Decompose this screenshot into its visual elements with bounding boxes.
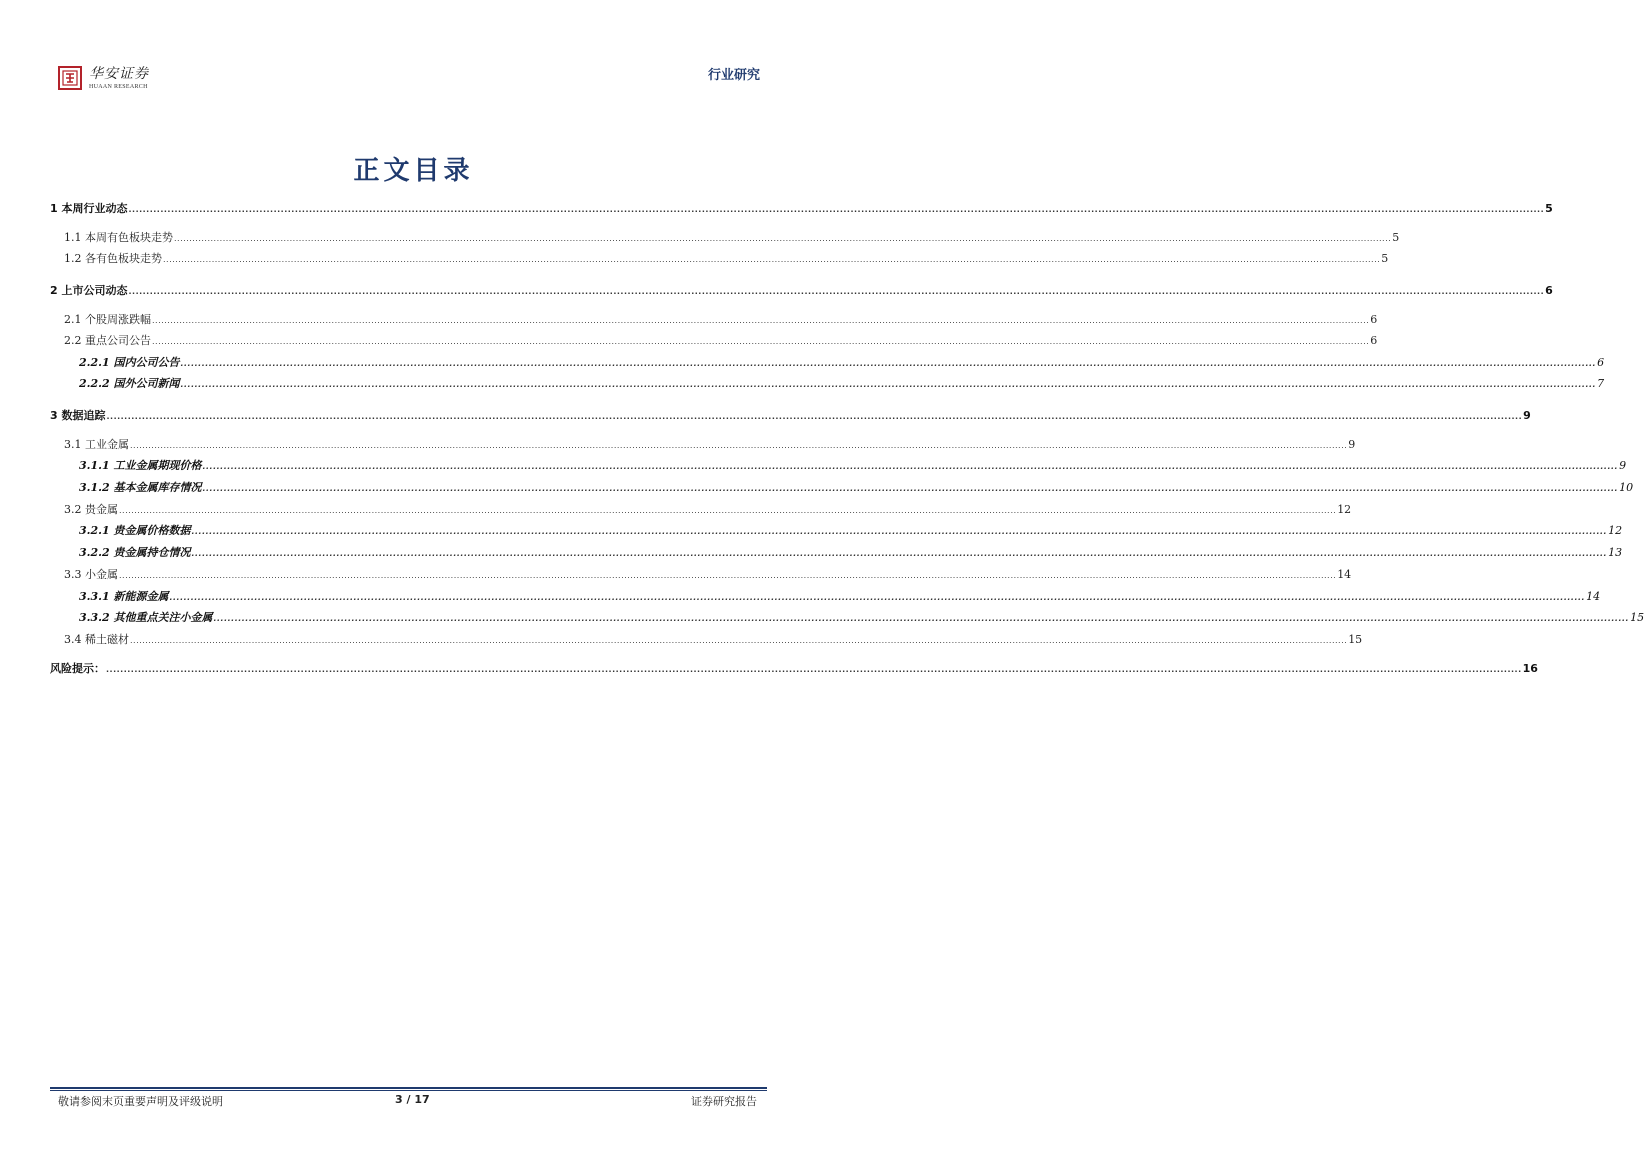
toc-leader-dots: ................................................................................................................................................................................................................................................................................................................................................................................................................ bbox=[128, 287, 1545, 296]
toc-entry[interactable] bbox=[79, 377, 1605, 392]
toc-entry[interactable] bbox=[79, 611, 1644, 626]
toc-entry-label: 3.1.2 基本金属库存情况 bbox=[79, 481, 202, 494]
toc-entry[interactable] bbox=[50, 409, 1531, 424]
toc-leader-dots: ................................................................................................................................................................................................................................................................................................................................................................................................................ bbox=[152, 337, 1370, 346]
toc-entry[interactable] bbox=[79, 481, 1634, 496]
toc-entry-label: 3 数据追踪 bbox=[50, 409, 106, 422]
toc-entry-page: 6 bbox=[1545, 284, 1553, 297]
toc-title: 正文目录 bbox=[353, 156, 474, 186]
toc-entry[interactable] bbox=[50, 202, 1553, 217]
toc-entry-page: 6 bbox=[1370, 313, 1378, 326]
toc-entry[interactable] bbox=[64, 252, 1389, 267]
toc-entry-label: 1.2 各有色板块走势 bbox=[64, 252, 162, 265]
toc-leader-dots: ................................................................................................................................................................................................................................................................................................................................................................................................................ bbox=[130, 441, 1348, 450]
toc-entry-page: 9 bbox=[1348, 438, 1356, 451]
toc-entry-page: 5 bbox=[1392, 231, 1400, 244]
toc-entry-page: 5 bbox=[1545, 202, 1553, 215]
toc-leader-dots: ................................................................................................................................................................................................................................................................................................................................................................................................................ bbox=[180, 359, 1597, 368]
toc-entry-label: 3.2 贵金属 bbox=[64, 503, 118, 516]
toc-entry-page: 16 bbox=[1522, 662, 1538, 675]
toc-leader-dots: ................................................................................................................................................................................................................................................................................................................................................................................................................ bbox=[152, 316, 1370, 325]
toc-entry[interactable] bbox=[79, 524, 1623, 539]
toc-entry-label: 3.3.2 其他重点关注小金属 bbox=[79, 611, 213, 624]
toc-entry-page: 12 bbox=[1608, 524, 1623, 537]
toc-entry-label: 2.2.2 国外公司新闻 bbox=[79, 377, 180, 390]
toc-entry-label: 3.2.2 贵金属持仓情况 bbox=[79, 546, 191, 559]
toc-entry-label: 3.4 稀土磁材 bbox=[64, 633, 129, 646]
toc-entry-page: 13 bbox=[1608, 546, 1623, 559]
toc-entry-label: 1 本周行业动态 bbox=[50, 202, 128, 215]
toc-leader-dots: ................................................................................................................................................................................................................................................................................................................................................................................................................ bbox=[163, 255, 1381, 264]
toc-entry-label: 3.1.1 工业金属期现价格 bbox=[79, 459, 202, 472]
toc-entry[interactable] bbox=[64, 231, 1400, 246]
toc-entry[interactable] bbox=[64, 503, 1352, 518]
toc-leader-dots: ................................................................................................................................................................................................................................................................................................................................................................................................................ bbox=[119, 571, 1337, 580]
toc-entry[interactable] bbox=[64, 568, 1352, 583]
toc-entry[interactable] bbox=[64, 313, 1378, 328]
toc-entry-label: 2.1 个股周涨跌幅 bbox=[64, 313, 151, 326]
toc-leader-dots: ................................................................................................................................................................................................................................................................................................................................................................................................................ bbox=[128, 205, 1545, 214]
toc-entry[interactable] bbox=[64, 334, 1378, 349]
footer-divider-thin bbox=[50, 1090, 767, 1091]
toc-leader-dots: ................................................................................................................................................................................................................................................................................................................................................................................................................ bbox=[191, 527, 1608, 536]
footer-divider bbox=[50, 1087, 767, 1089]
toc-entry-page: 14 bbox=[1337, 568, 1352, 581]
toc-entry-page: 5 bbox=[1381, 252, 1389, 265]
toc-leader-dots: ................................................................................................................................................................................................................................................................................................................................................................................................................ bbox=[130, 636, 1348, 645]
toc-entry[interactable] bbox=[79, 546, 1623, 561]
toc-entry[interactable] bbox=[64, 633, 1363, 648]
toc-entry-label: 2.2.1 国内公司公告 bbox=[79, 356, 180, 369]
page-number: 3 / 17 bbox=[395, 1093, 430, 1106]
toc-entry-label: 2.2 重点公司公告 bbox=[64, 334, 151, 347]
toc-entry[interactable] bbox=[64, 438, 1356, 453]
toc-leader-dots: ................................................................................................................................................................................................................................................................................................................................................................................................................ bbox=[213, 614, 1630, 623]
toc-leader-dots: ................................................................................................................................................................................................................................................................................................................................................................................................................ bbox=[191, 549, 1608, 558]
logo-seal-icon bbox=[58, 66, 82, 90]
toc-entry[interactable] bbox=[79, 356, 1605, 371]
toc-entry-page: 6 bbox=[1370, 334, 1378, 347]
toc-leader-dots: ................................................................................................................................................................................................................................................................................................................................................................................................................ bbox=[119, 506, 1337, 515]
toc-entry-label: 2 上市公司动态 bbox=[50, 284, 128, 297]
toc-entry-page: 7 bbox=[1597, 377, 1605, 390]
toc-entry[interactable] bbox=[50, 284, 1553, 299]
toc-entry-page: 9 bbox=[1619, 459, 1627, 472]
toc-entry-page: 9 bbox=[1523, 409, 1531, 422]
toc-leader-dots: ................................................................................................................................................................................................................................................................................................................................................................................................................ bbox=[106, 665, 1522, 674]
toc-entry-label: 3.3.1 新能源金属 bbox=[79, 590, 169, 603]
logo-english-name: HUAAN RESEARCH bbox=[89, 83, 148, 90]
toc-entry-page: 10 bbox=[1619, 481, 1634, 494]
toc-entry-page: 6 bbox=[1597, 356, 1605, 369]
toc-entry[interactable] bbox=[50, 662, 1538, 677]
toc-entry[interactable] bbox=[79, 459, 1627, 474]
logo-chinese-name: 华安证券 bbox=[89, 65, 149, 82]
toc-entry-page: 14 bbox=[1586, 590, 1601, 603]
toc-entry-label: 1.1 本周有色板块走势 bbox=[64, 231, 173, 244]
toc-leader-dots: ................................................................................................................................................................................................................................................................................................................................................................................................................ bbox=[180, 380, 1597, 389]
toc-leader-dots: ................................................................................................................................................................................................................................................................................................................................................................................................................ bbox=[202, 484, 1619, 493]
report-type-label: 行业研究 bbox=[707, 68, 760, 83]
toc-entry-label: 风险提示： bbox=[50, 662, 105, 675]
toc-entry-label: 3.3 小金属 bbox=[64, 568, 118, 581]
footer-doc-type: 证券研究报告 bbox=[691, 1095, 757, 1108]
toc-entry-label: 3.1 工业金属 bbox=[64, 438, 129, 451]
toc-leader-dots: ................................................................................................................................................................................................................................................................................................................................................................................................................ bbox=[202, 462, 1619, 471]
toc-entry-page: 15 bbox=[1630, 611, 1644, 624]
toc-leader-dots: ................................................................................................................................................................................................................................................................................................................................................................................................................ bbox=[169, 593, 1586, 602]
toc-entry-page: 15 bbox=[1348, 633, 1363, 646]
toc-entry-page: 12 bbox=[1337, 503, 1352, 516]
toc-entry-label: 3.2.1 贵金属价格数据 bbox=[79, 524, 191, 537]
company-logo bbox=[58, 66, 149, 90]
toc-leader-dots: ................................................................................................................................................................................................................................................................................................................................................................................................................ bbox=[106, 412, 1523, 421]
toc-entry[interactable] bbox=[79, 590, 1601, 605]
footer-disclaimer: 敬请参阅末页重要声明及评级说明 bbox=[58, 1095, 223, 1108]
toc-leader-dots: ................................................................................................................................................................................................................................................................................................................................................................................................................ bbox=[174, 234, 1392, 243]
